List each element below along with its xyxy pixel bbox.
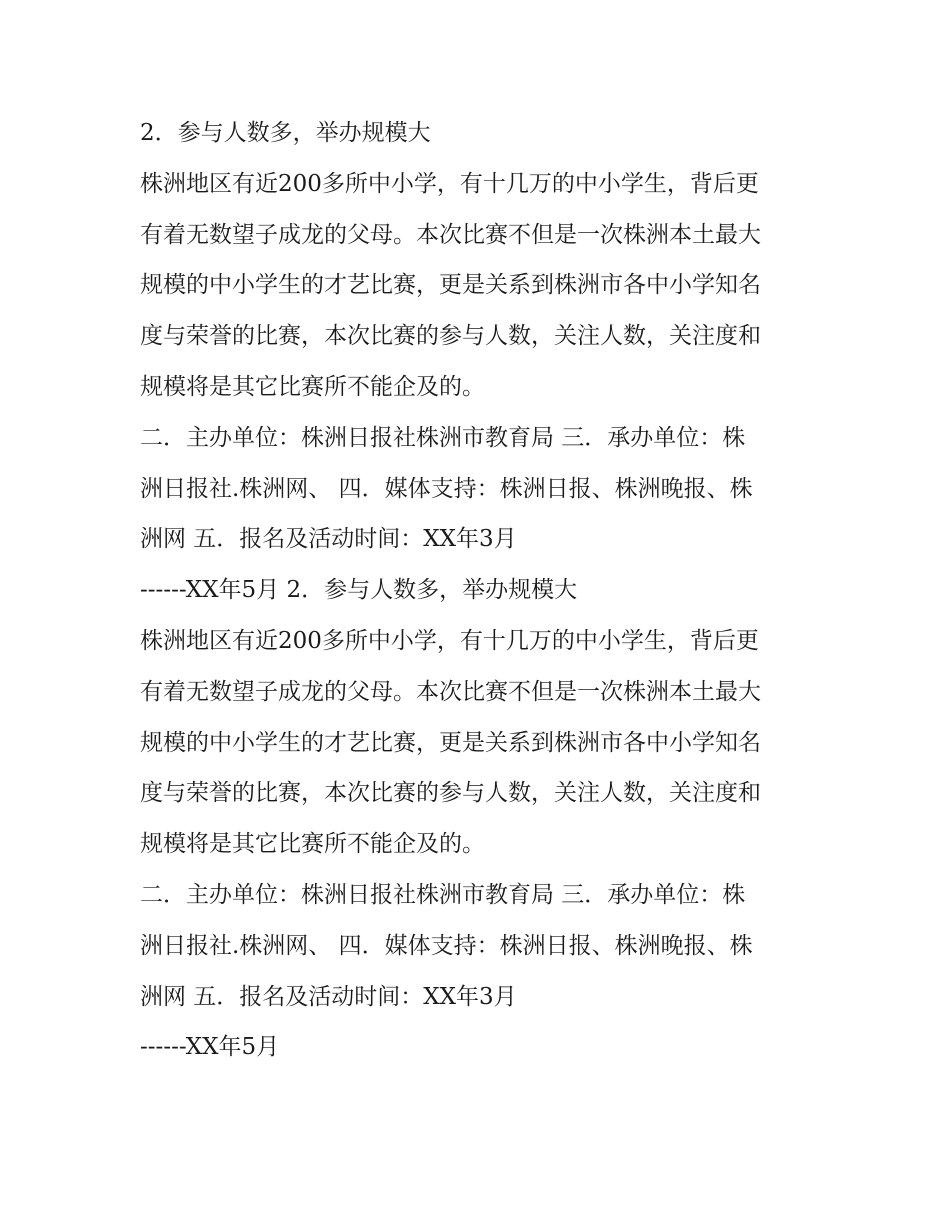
text-line: 二．主办单位：株洲日报社株洲市教育局 三．承办单位：株 <box>140 881 746 908</box>
text-line: 有着无数望子成龙的父母。本次比赛不但是一次株洲本土最大 <box>140 221 761 248</box>
text-line: ------XX年5月 2．参与人数多，举办规模大 <box>140 577 578 604</box>
document-body <box>140 108 820 1073</box>
text-line: 2．参与人数多，举办规模大 <box>140 120 431 146</box>
text-line: 洲日报社.株洲网、 四．媒体支持：株洲日报、株洲晚报、株 <box>140 475 753 502</box>
text-line: 株洲地区有近200多所中小学，有十几万的中小学生，背后更 <box>140 627 759 654</box>
text-line: 规模将是其它比赛所不能企及的。 <box>140 373 485 400</box>
text-line: 洲日报社.株洲网、 四．媒体支持：株洲日报、株洲晚报、株 <box>140 932 753 959</box>
text-line: 株洲地区有近200多所中小学，有十几万的中小学生，背后更 <box>140 170 759 197</box>
text-line: 洲网 五．报名及活动时间：XX年3月 <box>140 983 517 1010</box>
text-line: 度与荣誉的比赛，本次比赛的参与人数，关注人数，关注度和 <box>140 323 761 350</box>
text-line: 洲网 五．报名及活动时间：XX年3月 <box>140 526 517 553</box>
text-line: 度与荣誉的比赛，本次比赛的参与人数，关注人数，关注度和 <box>140 780 761 807</box>
text-line: 二．主办单位：株洲日报社株洲市教育局 三．承办单位：株 <box>140 424 746 451</box>
text-line: 规模的中小学生的才艺比赛，更是关系到株洲市各中小学知名 <box>140 272 761 299</box>
text-line: 有着无数望子成龙的父母。本次比赛不但是一次株洲本土最大 <box>140 678 761 705</box>
text-line: 规模的中小学生的才艺比赛，更是关系到株洲市各中小学知名 <box>140 729 761 756</box>
text-line: ------XX年5月 <box>140 1034 280 1061</box>
text-line: 规模将是其它比赛所不能企及的。 <box>140 831 485 858</box>
